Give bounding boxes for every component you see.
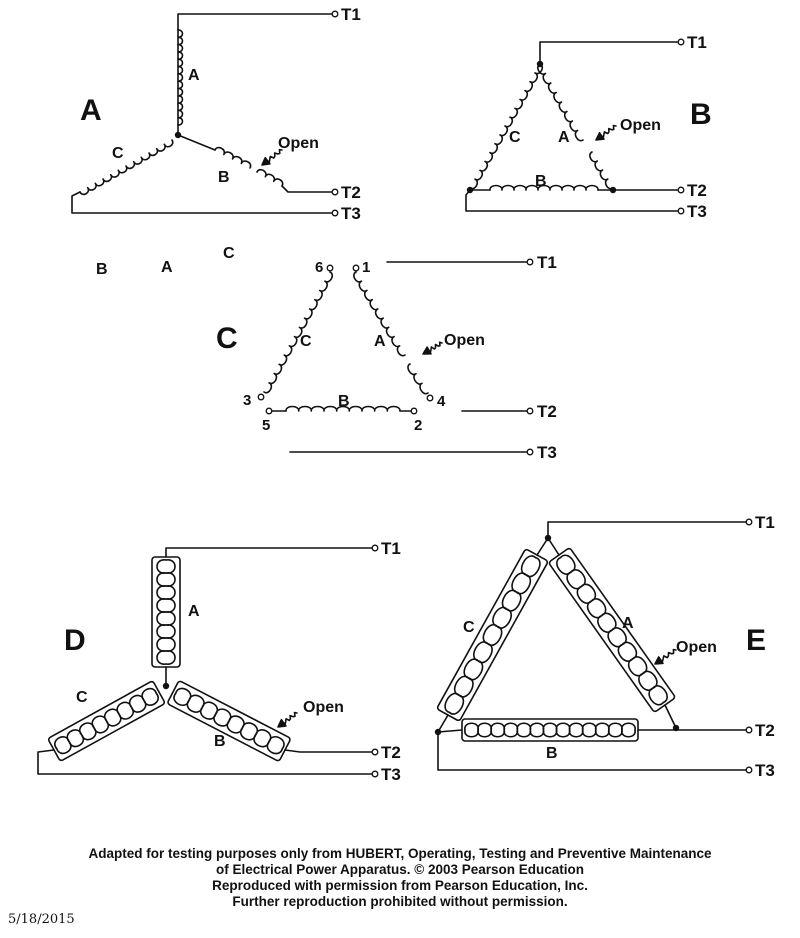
- diagram-a-coil-c: [80, 140, 173, 194]
- diagram-c-terminal-t3-pin: [527, 449, 533, 455]
- diagram-a-wire-b-start: [178, 135, 215, 150]
- diagram-e-wire-c-top: [537, 538, 548, 555]
- credit-line-4: Further reproduction prohibited without permission.: [232, 894, 568, 909]
- diagram-a-wire-t3: [72, 192, 332, 213]
- diagram-e-wire-b-left: [438, 730, 462, 732]
- diagram-a-terminal-t1: T1: [341, 5, 361, 24]
- diagram-c-lead-5-label: 5: [262, 417, 271, 434]
- stray-label-c: C: [223, 245, 235, 262]
- diagram-c-terminal-t2-pin: [527, 408, 533, 414]
- diagram-c-coil-a-part2: [408, 364, 428, 394]
- diagram-a-coil-b-part2: [257, 170, 283, 186]
- diagram-b-coil-a-label: A: [558, 129, 570, 146]
- diagram-c-coil-b-label: B: [338, 393, 350, 410]
- diagram-e-terminal-t1: T1: [755, 513, 775, 532]
- diagram-b-terminal-t3-pin: [678, 208, 684, 214]
- diagram-a-open-label: Open: [278, 135, 319, 152]
- diagram-d-coil-c: [48, 681, 166, 762]
- diagram-b-coil-c: [470, 64, 542, 189]
- diagram-e-terminal-t3-pin: [746, 767, 752, 773]
- diagram-b-title: B: [690, 98, 712, 131]
- diagram-c-terminal-t2: T2: [537, 402, 557, 421]
- diagram-c-lead-6-label: 6: [315, 259, 324, 276]
- diagram-c-coil-a-label: A: [374, 333, 386, 350]
- diagram-b-terminal-t2-pin: [678, 187, 684, 193]
- diagram-e-coil-a: [548, 547, 675, 712]
- diagram-d-open-arrow: [278, 713, 297, 727]
- diagram-e-coil-c: [437, 549, 549, 722]
- diagram-d-title: D: [64, 624, 86, 657]
- date-stamp: 5/18/2015: [8, 912, 75, 927]
- diagram-a-terminal-t3: T3: [341, 204, 361, 223]
- diagram-b-coil-a-part2: [590, 152, 613, 189]
- diagram-e-title: E: [746, 624, 767, 657]
- diagram-a-terminal-t1-pin: [332, 11, 338, 17]
- diagram-c-lead-1: [353, 265, 359, 271]
- diagram-e-coil-a-label: A: [622, 615, 634, 632]
- diagram-b-wire-t3: [466, 190, 678, 211]
- diagram-c-title: C: [216, 322, 238, 355]
- diagram-a-terminal-t2-pin: [332, 189, 338, 195]
- diagram-a-wire-t2: [282, 186, 332, 192]
- stray-label-a: A: [161, 259, 173, 276]
- diagram-b-terminal-t1: T1: [687, 33, 707, 52]
- diagram-d-terminal-t2: T2: [381, 743, 401, 762]
- diagram-e-terminal-t1-pin: [746, 519, 752, 525]
- diagram-e-terminal-t3: T3: [755, 761, 775, 780]
- diagram-e-wire-a-top: [548, 538, 559, 555]
- diagram-b-terminal-t1-pin: [678, 39, 684, 45]
- diagram-a-coil-c-label: C: [112, 145, 124, 162]
- diagram-b-wire-t1: [540, 42, 678, 64]
- diagram-a-coil-a-label: A: [188, 67, 200, 84]
- diagram-b-coil-b-label: B: [535, 173, 547, 190]
- diagram-d-terminal-t2-pin: [372, 749, 378, 755]
- diagram-e-wire-t1: [548, 522, 746, 538]
- diagram-c-lead-5: [266, 408, 272, 414]
- credit-line-2: of Electrical Power Apparatus. © 2003 Pearson Education: [215, 862, 585, 877]
- diagram-b-open-label: Open: [620, 117, 661, 134]
- diagram-e-wire-a-bottom: [665, 705, 676, 728]
- diagram-c-terminal-t3: T3: [537, 443, 557, 462]
- diagram-c-coil-c: [264, 272, 332, 393]
- diagram-b-terminal-t2: T2: [687, 181, 707, 200]
- diagram-d-coil-c-label: C: [76, 689, 88, 706]
- diagram-d-open-label: Open: [303, 699, 344, 716]
- diagram-a-terminal-t3-pin: [332, 210, 338, 216]
- diagram-a-title: A: [80, 94, 102, 127]
- diagram-b-open-arrow: [596, 126, 616, 141]
- diagram-b-coil-c-label: C: [509, 129, 521, 146]
- diagram-d-terminal-t1-pin: [372, 545, 378, 551]
- diagram-c-lead-3-label: 3: [243, 392, 252, 409]
- diagram-c-lead-1-label: 1: [362, 259, 371, 276]
- diagram-d-terminal-t3-pin: [372, 771, 378, 777]
- diagram-d-terminal-t1: T1: [381, 539, 401, 558]
- diagram-a-terminal-t2: T2: [341, 183, 361, 202]
- stray-label-b: B: [96, 261, 108, 278]
- diagram-a-wire-t1: [178, 14, 332, 135]
- diagram-d-coil-a: [152, 557, 180, 667]
- diagram-a-coil-b-part1: [215, 148, 251, 168]
- diagram-d-terminal-t3: T3: [381, 765, 401, 784]
- credit-line-1: Adapted for testing purposes only from HUBERT, Operating, Testing and Preventive Maintenance: [88, 846, 712, 861]
- diagram-c-lead-2-label: 2: [414, 417, 423, 434]
- credit-line-3: Reproduced with permission from Pearson Education, Inc.: [212, 878, 588, 893]
- diagram-c-lead-3: [258, 394, 264, 400]
- diagram-b-terminal-t3: T3: [687, 202, 707, 221]
- diagram-e-coil-b: [462, 719, 638, 741]
- diagram-d-wire-t2: [285, 750, 372, 752]
- diagram-c-lead-4: [427, 395, 433, 401]
- diagram-c-open-label: Open: [444, 332, 485, 349]
- diagram-c-lead-6: [327, 265, 333, 271]
- diagram-c-lead-2: [411, 408, 417, 414]
- diagram-e-open-arrow: [655, 650, 676, 665]
- diagram-d-junction: [163, 683, 169, 689]
- diagram-e-coil-c-label: C: [463, 619, 475, 636]
- diagram-d-wire-t1: [166, 548, 372, 557]
- diagram-c-lead-4-label: 4: [437, 393, 446, 410]
- diagram-d-coil-a-label: A: [188, 603, 200, 620]
- diagram-a-coil-b-label: B: [218, 169, 230, 186]
- diagram-c-terminal-t1-pin: [527, 259, 533, 265]
- credit-block: [0, 846, 800, 910]
- diagram-c-open-arrow: [423, 342, 442, 354]
- diagram-e-open-label: Open: [676, 639, 717, 656]
- diagram-d-wire-t3: [38, 750, 372, 774]
- diagram-e-coil-b-label: B: [546, 745, 558, 762]
- diagram-d-coil-b-label: B: [214, 733, 226, 750]
- diagram-d-coil-b: [167, 680, 291, 761]
- diagram-c-coil-c-label: C: [300, 333, 312, 350]
- diagram-c-terminal-t1: T1: [537, 253, 557, 272]
- diagram-e-terminal-t2: T2: [755, 721, 775, 740]
- diagram-e-terminal-t2-pin: [746, 727, 752, 733]
